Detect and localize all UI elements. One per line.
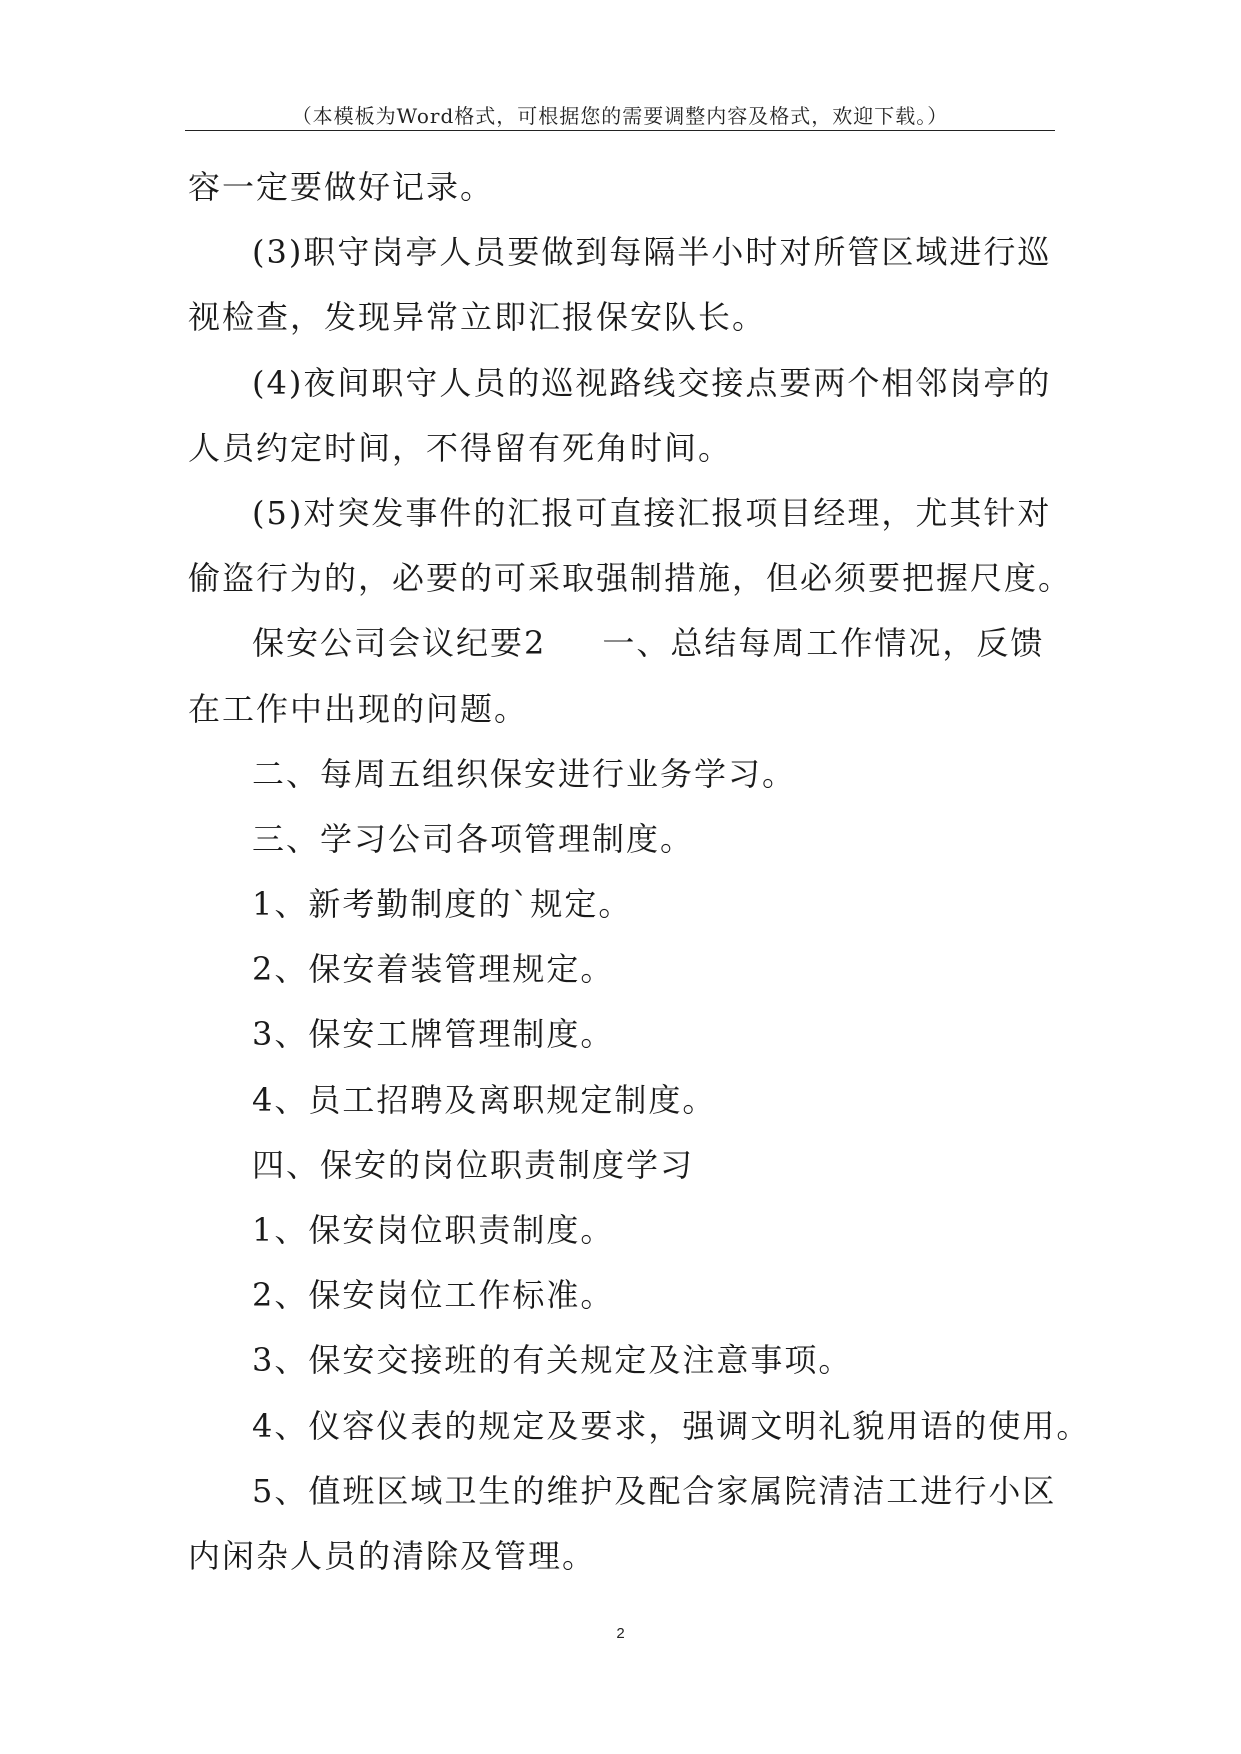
document-header-note: （本模板为Word格式，可根据您的需要调整内容及格式，欢迎下载。） (291, 104, 949, 128)
list-item: 3、保安交接班的有关规定及注意事项。 (252, 1341, 853, 1380)
paragraph-line: 偷盗行为的，必要的可采取强制措施，但必须要把握尺度。 (188, 559, 1073, 598)
header-divider (185, 130, 1055, 131)
list-item: 2、保安着装管理规定。 (252, 950, 615, 989)
paragraph-line: (3)职守岗亭人员要做到每隔半小时对所管区域进行巡 (252, 233, 1052, 272)
list-item: 5、值班区域卫生的维护及配合家属院清洁工进行小区 (252, 1471, 1057, 1510)
paragraph-line: 在工作中出现的问题。 (188, 689, 529, 728)
list-item: 1、保安岗位职责制度。 (252, 1211, 615, 1249)
list-item: 4、员工招聘及离职规定制度。 (252, 1080, 717, 1119)
paragraph-line: 视检查，发现异常立即汇报保安队长。 (188, 298, 767, 337)
paragraph-line: 二、每周五组织保安进行业务学习。 (252, 754, 797, 793)
paragraph-line: 内闲杂人员的清除及管理。 (188, 1536, 597, 1575)
list-item: 1、新考勤制度的`规定。 (252, 885, 633, 924)
paragraph-line: (4)夜间职守人员的巡视路线交接点要两个相邻岗亭的 (252, 363, 1052, 402)
section-title-line (188, 611, 1060, 676)
paragraph-line: 容一定要做好记录。 (188, 168, 495, 206)
paragraph-line: (5)对突发事件的汇报可直接汇报项目经理，尤其针对 (252, 493, 1052, 532)
paragraph-line: 三、学习公司各项管理制度。 (252, 819, 695, 858)
paragraph-line: 四、保安的岗位职责制度学习 (252, 1145, 695, 1184)
page-number: 2 (616, 1625, 625, 1642)
section-first-item: 一、总结每周工作情况，反馈 (602, 624, 1045, 663)
paragraph-line: 人员约定时间，不得留有死角时间。 (188, 428, 733, 467)
section-title: 保安公司会议纪要2 (252, 624, 547, 663)
list-item: 4、仪容仪表的规定及要求，强调文明礼貌用语的使用。 (252, 1406, 1091, 1445)
list-item: 3、保安工牌管理制度。 (252, 1015, 615, 1054)
document-body (188, 155, 1091, 1589)
list-item: 2、保安岗位工作标准。 (252, 1276, 615, 1315)
